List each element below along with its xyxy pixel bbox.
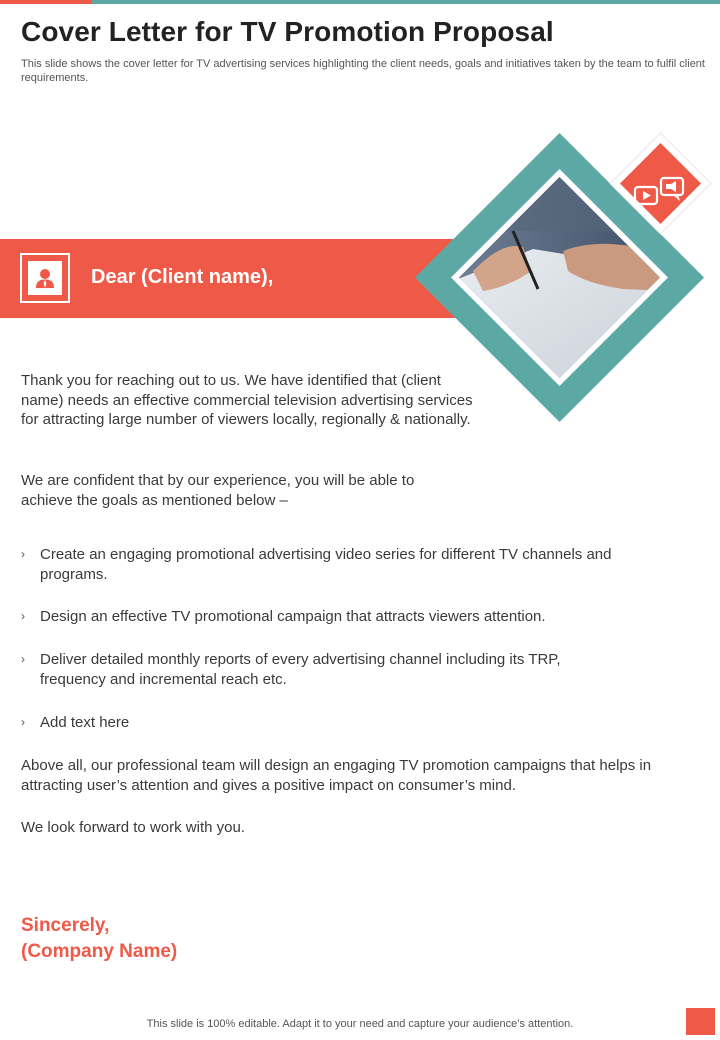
chevron-right-icon: › [21, 715, 25, 729]
chat-diamond [608, 131, 713, 236]
user-icon [28, 261, 62, 295]
footer-note: This slide is 100% editable. Adapt it to your need and capture your audience’s attention. [146, 1018, 574, 1030]
company-name: (Company Name) [21, 941, 178, 962]
letter-paragraph-4: We look forward to work with you. [21, 819, 245, 836]
avatar [20, 253, 70, 303]
closing-text: Sincerely, [21, 915, 110, 936]
greeting-text: Dear (Client name), [91, 266, 274, 288]
page-subtitle: This slide shows the cover letter for TV advertising services highlighting the client needs, goals and initiatives taken by the team to fulfil client requirements. [21, 58, 705, 84]
chevron-right-icon: › [21, 609, 25, 623]
corner-accent-box [686, 1008, 715, 1035]
chevron-right-icon: › [21, 547, 25, 561]
top-accent-bar-red [0, 0, 92, 4]
top-accent-bar-teal [92, 0, 720, 4]
letter-paragraph-2: We are confident that by our experience, you will be able to achieve the goals as mentioned below – [21, 472, 415, 509]
letter-paragraph-3: Above all, our professional team will design an engaging TV promotion campaigns that helps in attracting user’s attention and gives a positive impact on consumer’s mind. [21, 757, 652, 794]
page-title: Cover Letter for TV Promotion Proposal [21, 16, 554, 47]
letter-paragraph-1: Thank you for reaching out to us. We have identified that (client name) needs an effective commercial television advertising services for attracting large number of viewers locally, regionally & nationally. [21, 372, 473, 428]
signature-block [21, 913, 177, 965]
chevron-right-icon: › [21, 652, 25, 666]
